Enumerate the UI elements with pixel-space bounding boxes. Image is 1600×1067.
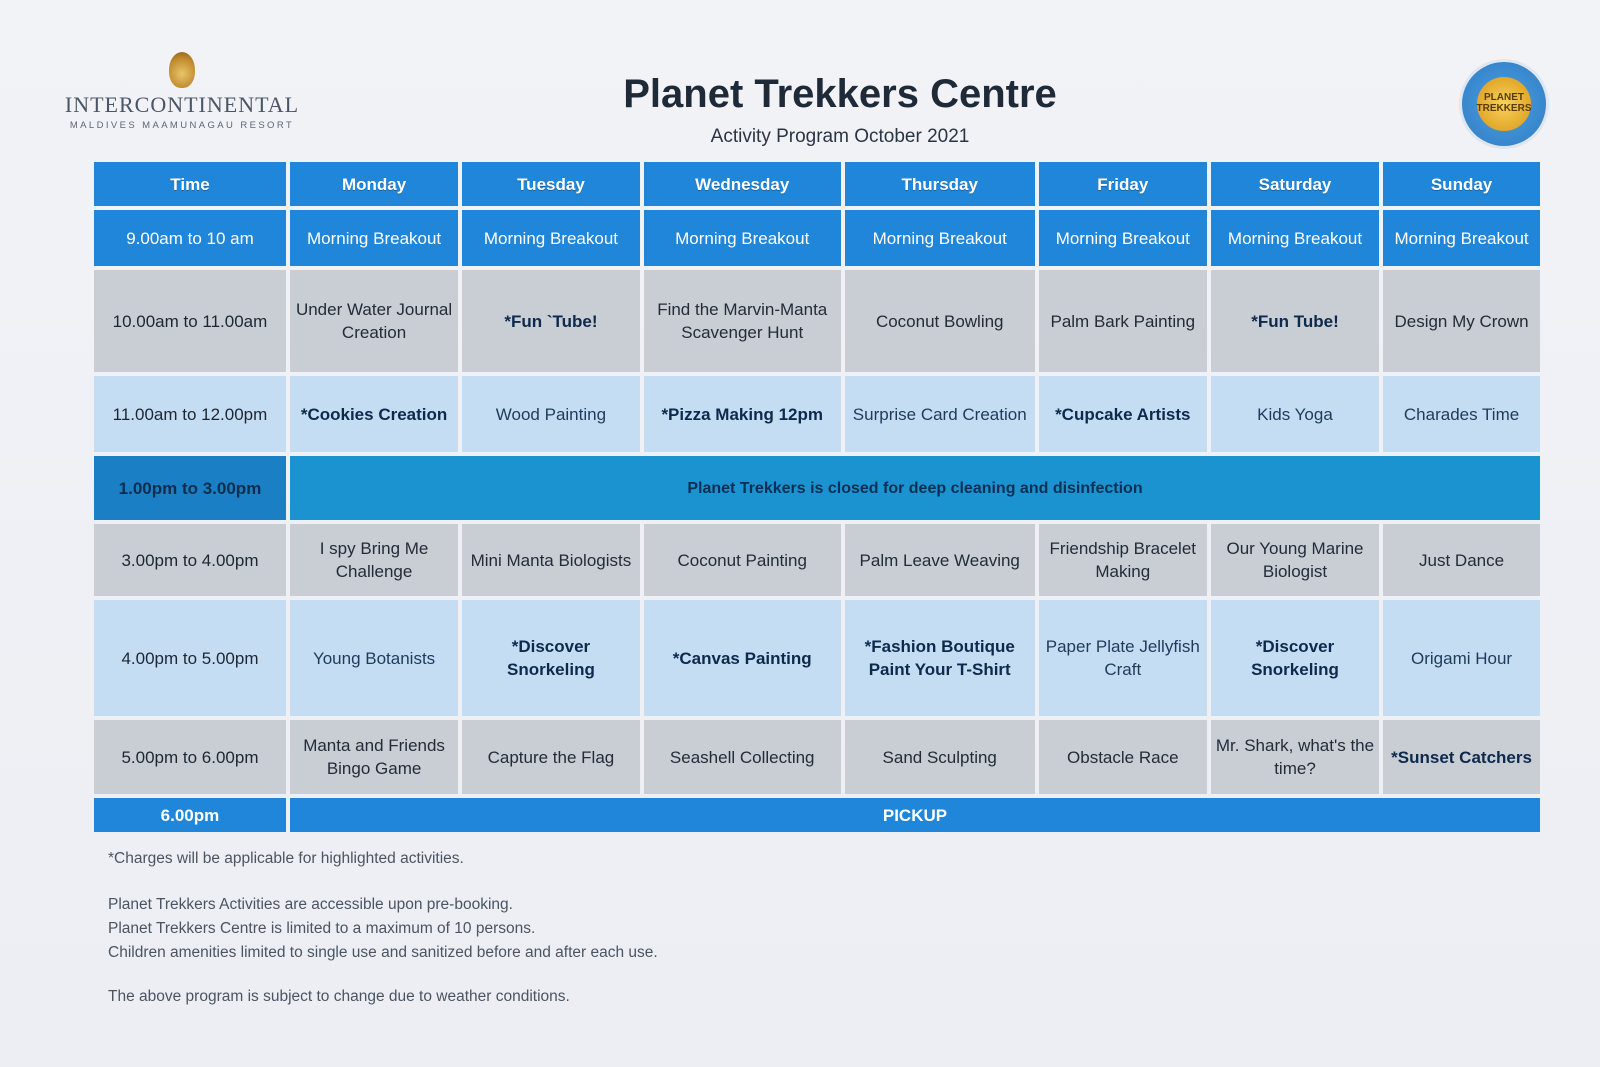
activity-name: Morning Breakout	[675, 228, 810, 248]
planet-trekkers-badge-icon	[1462, 62, 1546, 146]
flame-logo-icon	[169, 52, 195, 88]
activity-name: Kids Yoga	[1257, 404, 1333, 424]
activity-name: Palm Bark Painting	[1050, 311, 1196, 331]
activity-cell	[1039, 210, 1207, 266]
activity-cell	[462, 270, 640, 372]
activity-cell	[845, 376, 1035, 452]
column-header-sunday: Sunday	[1383, 162, 1540, 206]
page-subtitle: Activity Program October 2021	[710, 126, 970, 147]
activity-cell	[644, 210, 841, 266]
activity-cell	[644, 720, 841, 794]
footnote-line: The above program is subject to change due to weather conditions.	[108, 988, 570, 1005]
time-slot: 1.00pm to 3.00pm	[94, 456, 286, 520]
activity-name: Mr. Shark, what's the time?	[1215, 736, 1375, 778]
activity-cell	[462, 210, 640, 266]
column-header-saturday: Saturday	[1211, 162, 1379, 206]
highlighted-activity: *Cookies Creation	[300, 404, 448, 424]
activity-cell	[290, 600, 458, 716]
activity-cell	[1039, 720, 1207, 794]
time-slot: 3.00pm to 4.00pm	[94, 524, 286, 596]
activity-name: Sand Sculpting	[882, 747, 997, 767]
highlighted-activity: *Discover Snorkeling	[506, 637, 595, 679]
activity-cell	[1211, 376, 1379, 452]
activity-name: Just Dance	[1419, 550, 1505, 570]
activity-name: Morning Breakout	[1227, 228, 1363, 248]
activity-name: Coconut Painting	[677, 550, 807, 570]
activity-cell	[845, 210, 1035, 266]
activity-name: Young Botanists	[312, 648, 436, 668]
column-header-friday: Friday	[1039, 162, 1207, 206]
activity-name: Find the Marvin-Manta Scavenger Hunt	[657, 300, 828, 342]
time-slot: 4.00pm to 5.00pm	[94, 600, 286, 716]
schedule-row	[94, 456, 1540, 520]
header-row	[94, 162, 1540, 206]
activity-name: Charades Time	[1403, 404, 1520, 424]
schedule-row	[94, 720, 1540, 794]
schedule-row	[94, 524, 1540, 596]
schedule-row	[94, 210, 1540, 266]
time-slot: 5.00pm to 6.00pm	[94, 720, 286, 794]
activity-cell	[290, 376, 458, 452]
activity-cell	[644, 270, 841, 372]
footnote-line: Planet Trekkers Centre is limited to a maximum of 10 persons.	[108, 920, 536, 937]
activity-name: Palm Leave Weaving	[859, 550, 1020, 570]
activity-cell	[644, 376, 841, 452]
schedule-row	[94, 600, 1540, 716]
highlighted-activity: *Fun Tube!	[1251, 311, 1339, 331]
intercontinental-logo	[62, 52, 302, 131]
activity-name: Origami Hour	[1411, 648, 1513, 668]
activity-cell	[644, 600, 841, 716]
footnote-line: *Charges will be applicable for highlighted activities.	[108, 850, 464, 867]
column-header-tuesday: Tuesday	[462, 162, 640, 206]
activity-name: Morning Breakout	[1055, 228, 1190, 248]
activity-cell	[1383, 210, 1540, 266]
activity-cell	[290, 270, 458, 372]
page-title: Planet Trekkers Centre	[623, 72, 1057, 116]
column-header-thursday: Thursday	[845, 162, 1035, 206]
activity-cell	[1211, 600, 1379, 716]
activity-name: Mini Manta Biologists	[470, 550, 632, 570]
activity-name: Under Water Journal Creation	[295, 300, 453, 342]
activity-cell	[1383, 720, 1540, 794]
activity-name: Capture the Flag	[487, 747, 615, 767]
highlighted-activity: *Discover Snorkeling	[1251, 637, 1339, 679]
time-slot: 11.00am to 12.00pm	[94, 376, 286, 452]
activity-cell	[1211, 524, 1379, 596]
highlighted-activity: *Canvas Painting	[672, 648, 812, 668]
activity-name: Manta and Friends Bingo Game	[303, 736, 445, 778]
footnote-line: Children amenities limited to single use and sanitized before and after each use.	[108, 944, 658, 961]
activity-cell	[845, 524, 1035, 596]
activity-cell	[1039, 376, 1207, 452]
highlighted-activity: *Cupcake Artists	[1055, 404, 1191, 424]
activity-name: Our Young Marine Biologist	[1226, 539, 1364, 581]
activity-cell	[1039, 270, 1207, 372]
activity-name: Friendship Bracelet Making	[1049, 539, 1197, 581]
activity-name: Obstacle Race	[1067, 747, 1179, 767]
activity-cell	[462, 524, 640, 596]
time-slot: 9.00am to 10 am	[94, 210, 286, 266]
schedule-row	[94, 270, 1540, 372]
activity-cell	[290, 524, 458, 596]
activity-cell	[1211, 720, 1379, 794]
activity-cell	[462, 376, 640, 452]
activity-cell	[1383, 600, 1540, 716]
activity-cell	[1039, 524, 1207, 596]
activity-name: I spy Bring Me Challenge	[319, 539, 429, 581]
activity-name: Wood Painting	[495, 404, 607, 424]
activity-cell	[1383, 524, 1540, 596]
brand-subtitle: MALDIVES MAAMUNAGAU RESORT	[69, 120, 295, 131]
brand-name: INTERCONTINENTAL	[64, 92, 300, 117]
time-slot: 10.00am to 11.00am	[94, 270, 286, 372]
closed-banner: Planet Trekkers is closed for deep cleaning and disinfection	[290, 456, 1540, 520]
schedule-body	[94, 210, 1540, 832]
activity-cell	[845, 270, 1035, 372]
activity-name: Surprise Card Creation	[852, 404, 1027, 424]
activity-name: Design My Crown	[1394, 311, 1529, 331]
activity-name: Paper Plate Jellyfish Craft	[1045, 637, 1200, 679]
footnote-line: Planet Trekkers Activities are accessible upon pre-booking.	[108, 896, 513, 913]
activity-cell	[845, 600, 1035, 716]
activity-name: Morning Breakout	[483, 228, 619, 248]
activity-cell	[1383, 270, 1540, 372]
activity-schedule-table	[90, 158, 1544, 836]
schedule-row	[94, 798, 1540, 832]
activity-cell	[290, 210, 458, 266]
schedule-row	[94, 376, 1540, 452]
badge-text: PLANET TREKKERS	[1476, 92, 1532, 114]
activity-name: Morning Breakout	[1394, 228, 1529, 248]
activity-cell	[1211, 210, 1379, 266]
highlighted-activity: *Pizza Making 12pm	[661, 404, 823, 424]
activity-name: Seashell Collecting	[669, 747, 815, 767]
column-header-time: Time	[94, 162, 286, 206]
highlighted-activity: *Sunset Catchers	[1391, 747, 1532, 767]
activity-cell	[1211, 270, 1379, 372]
activity-cell	[290, 720, 458, 794]
activity-cell	[644, 524, 841, 596]
activity-name: Morning Breakout	[872, 228, 1007, 248]
activity-cell	[1039, 600, 1207, 716]
pickup-banner: PICKUP	[290, 798, 1540, 832]
highlighted-activity: *Fun `Tube!	[504, 311, 598, 331]
activity-name: Coconut Bowling	[875, 311, 1004, 331]
highlighted-activity: *Fashion Boutique Paint Your T-Shirt	[864, 637, 1015, 679]
activity-cell	[462, 720, 640, 794]
column-header-monday: Monday	[290, 162, 458, 206]
column-header-wednesday: Wednesday	[644, 162, 841, 206]
activity-cell	[462, 600, 640, 716]
activity-cell	[845, 720, 1035, 794]
time-slot: 6.00pm	[94, 798, 286, 832]
activity-name: Morning Breakout	[306, 228, 442, 248]
activity-cell	[1383, 376, 1540, 452]
